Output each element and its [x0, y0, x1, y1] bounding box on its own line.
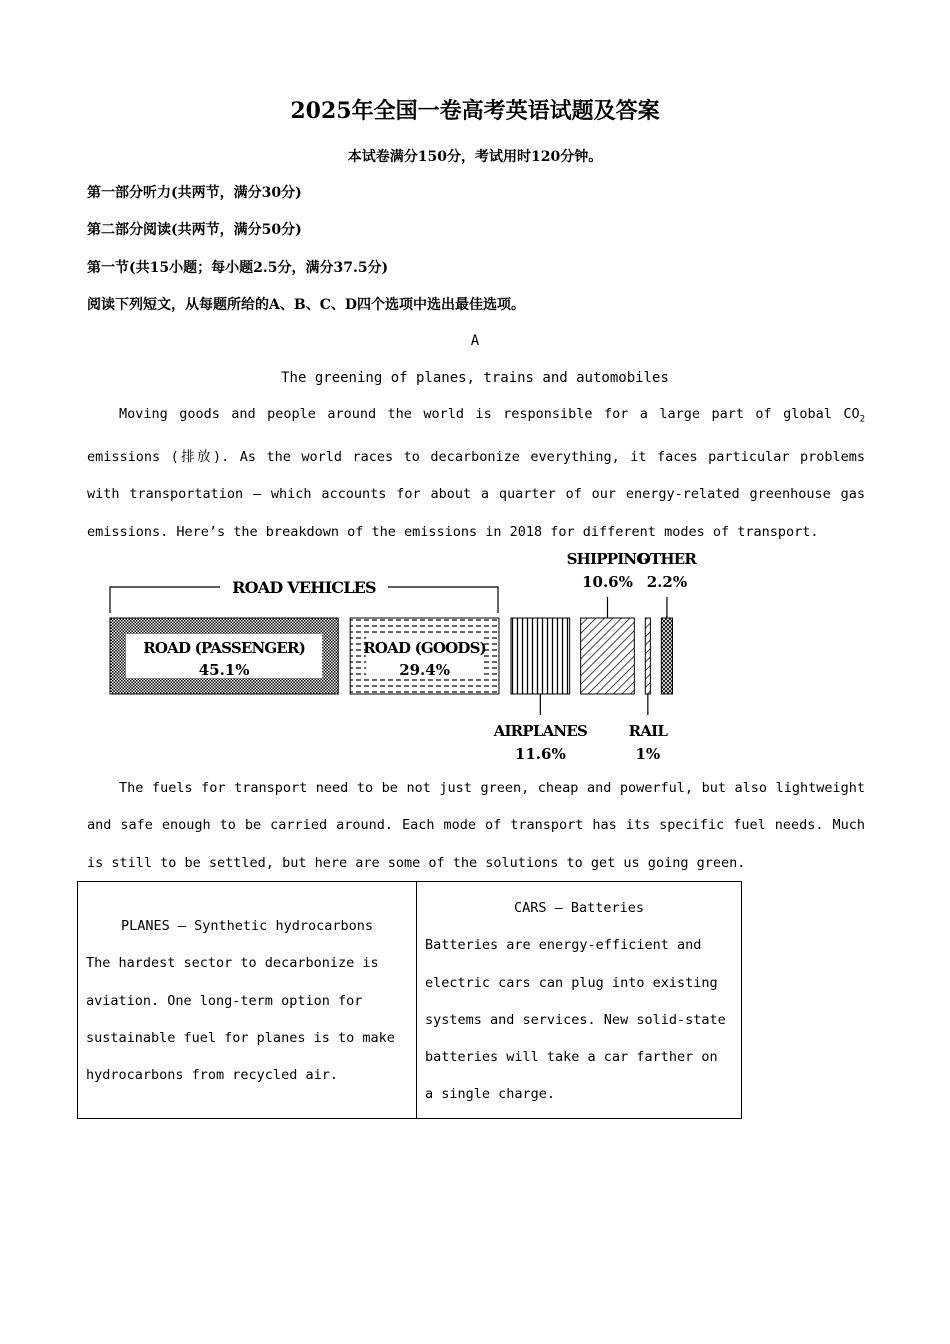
- bar-shipping: [581, 618, 635, 694]
- other-name: OTHER: [637, 550, 697, 568]
- airplanes-name: AIRPLANES: [493, 722, 588, 740]
- exam-info: 本试卷满分150分，考试用时120分钟。: [347, 149, 603, 165]
- p1-subscript: 2: [859, 414, 865, 425]
- bar-airplanes: [511, 618, 570, 694]
- emissions-chart: [100, 545, 730, 770]
- passage-letter: A: [470, 333, 480, 349]
- part1-heading: 第一部分听力(共两节，满分30分): [87, 185, 302, 201]
- road-passenger-value: 45.1%: [198, 661, 250, 679]
- road-passenger-name: ROAD (PASSENGER): [143, 639, 306, 657]
- p1-text-after: emissions (排放). As the world races to decarbonize everything, it faces particular problems with transportation — which accounts for about a quarter of our energy-related greenhouse gas emissions. Here’s the breakdown of the emissions in 2018 for different modes of transport.: [87, 448, 865, 540]
- airplanes-value: 11.6%: [514, 745, 566, 763]
- other-value: 2.2%: [646, 573, 688, 591]
- planes-heading: PLANES — Synthetic hydrocarbons: [121, 918, 373, 934]
- shipping-name: SHIPPING: [566, 550, 649, 568]
- planes-text: The hardest sector to decarbonize is aviation. One long-term option for sustainable fuel for planes is to make hydrocarbons from recycled air.: [86, 955, 395, 1084]
- road-goods-value: 29.4%: [399, 661, 450, 679]
- page-title: 2025年全国一卷高考英语试题及答案: [290, 98, 660, 124]
- road-goods-name: ROAD (GOODS): [363, 639, 486, 657]
- cars-heading: CARS — Batteries: [513, 900, 645, 916]
- passage-paragraph-1: [87, 396, 865, 551]
- rail-name: RAIL: [628, 722, 668, 740]
- bar-other: [661, 618, 672, 694]
- passage-paragraph-2: The fuels for transport need to be not just green, cheap and powerful, but also lightweight and safe enough to be carried around. Each mode of transport has its specific fuel needs. Much is still to be settled, but here are some of the solutions to get us going green.: [87, 780, 865, 871]
- fuel-solutions-table: [77, 881, 742, 1119]
- bar-rail: [645, 618, 650, 694]
- passage-title: The greening of planes, trains and automobiles: [281, 370, 669, 386]
- road-vehicles-label: ROAD VEHICLES: [232, 578, 376, 597]
- part2-heading: 第二部分阅读(共两节，满分50分): [87, 222, 302, 238]
- section1-heading: 第一节(共15小题；每小题2.5分，满分37.5分): [87, 260, 389, 276]
- rail-value: 1%: [635, 745, 661, 763]
- cars-text: Batteries are energy-efficient and electric cars can plug into existing systems and services. New solid-state batteries will take a car farther on a single charge.: [425, 937, 726, 1103]
- planes-cell: [78, 882, 417, 1118]
- instruction-text: 阅读下列短文，从每题所给的A、B、C、D四个选项中选出最佳选项。: [87, 297, 525, 313]
- shipping-value: 10.6%: [582, 573, 633, 591]
- cars-cell: [417, 882, 741, 1118]
- p1-text-before: Moving goods and people around the world is responsible for a large part of global CO: [119, 406, 860, 422]
